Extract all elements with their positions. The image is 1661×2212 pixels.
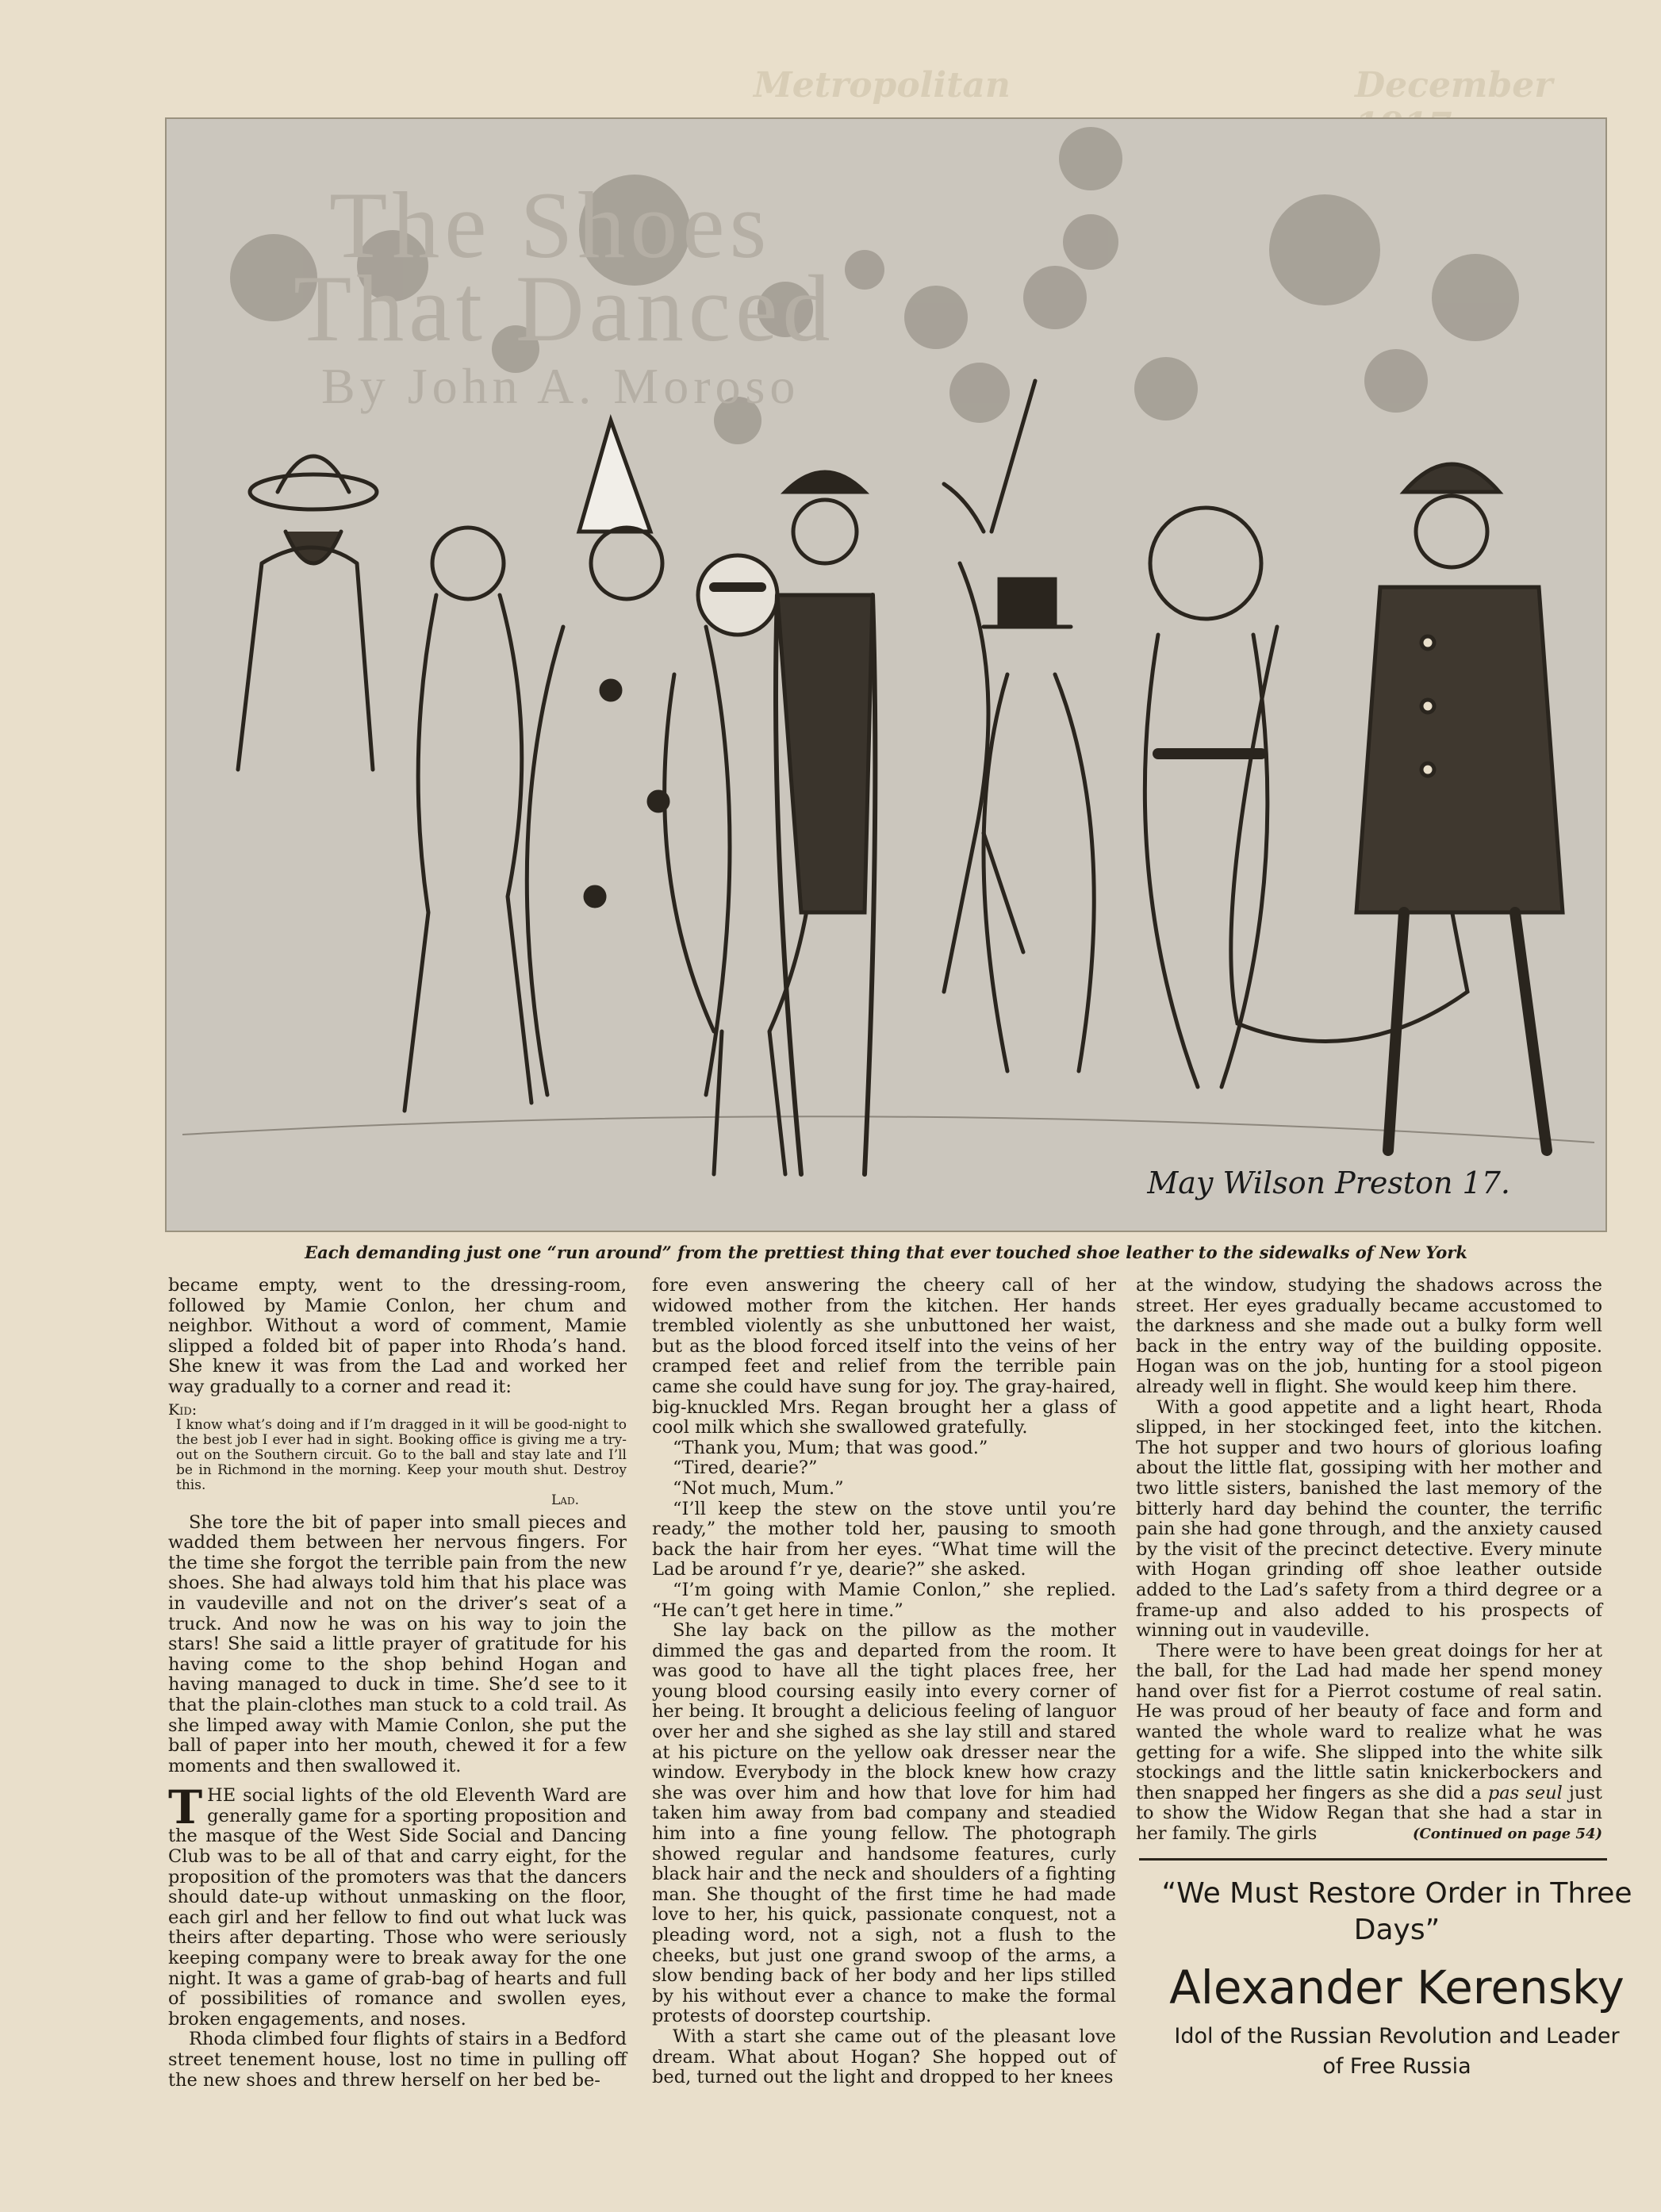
dialogue-line: “Not much, Mum.” <box>673 1477 844 1499</box>
ghost-title-line-2: That Danced <box>293 255 835 361</box>
dialogue-line: “I’m going with Mamie Conlon,” she replied. “He can’t get here in time.” <box>652 1579 1116 1621</box>
paragraph: at the window, studying the shadows across the street. Her eyes gradually became accustomed to the darkness and she made out a bulky form well back in the entry way of the building opposite. Hogan was on the job, hunting for a stool pigeon already well in flight. She would keep him there. <box>1136 1275 1602 1397</box>
paragraph: fore even answering the cheery call of her widowed mother from the kitchen. Her hands trembled violently as she unbuttoned her waist, but as the blood forced itself into the veins of her cramped feet and relief from the terrible pain came she could have sung for joy. The gray-haired, big-knuckled Mrs. Regan brought her a glass of cool milk which she swallowed gratefully. <box>652 1275 1116 1438</box>
paragraph-text: There were to have been great doings for her at the ball, for the Lad had made her spend money hand over fist for a Pierrot costume of real satin. He was proud of her beauty of face and form and wanted the whole ward to realize what he was getting for a wife. She slipped into the white silk stockings and the little satin knickerbockers and then snapped her fingers as she did a <box>1136 1640 1602 1803</box>
paragraph: became empty, went to the dressing-room, followed by Mamie Conlon, her chum and neighbor. Without a word of comment, Mamie slipped a folded bit of paper into Rhoda’s hand. She knew it was from the Lad and worked her way gradually to a corner and read it: <box>168 1275 627 1397</box>
dialogue-line: “Thank you, Mum; that was good.” <box>673 1437 988 1458</box>
letter-signoff: Lad. <box>551 1492 579 1508</box>
paragraph: With a start she came out of the pleasant love dream. What about Hogan? She hopped out of bed, turned out the light and dropped to her knees <box>652 2026 1116 2088</box>
drop-cap: T <box>168 1780 203 1835</box>
paragraph: She tore the bit of paper into small pieces and wadded them between her nervous fingers. For the time she forgot the terrible pain from the new shoes. She had always told him that his place was in vaudeville and not on the driver’s seat of a truck. And now he was on his way to join the stars! She said a little prayer of gratitude for his having come to the shop behind Hogan and having managed to duck in time. She’d see to it that the plain-clothes man stuck to a cold trail. As she limped away with Mamie Conlon, she put the ball of paper into her mouth, chewed it for a few moments and then swallowed it. <box>168 1511 627 1776</box>
ghost-title-line-1: The Shoes <box>329 172 772 278</box>
lead-caps: HE <box>207 1785 236 1807</box>
ghost-byline: By John A. Moroso <box>321 358 800 414</box>
illustration-caption: Each demanding just one “run around” from the prettiest thing that ever touched shoe leather to the sidewalks of New York <box>305 1242 1467 1262</box>
paragraph-text: just to show the Widow Regan that she had a star in her family. The girls <box>1136 1782 1602 1845</box>
paragraph-text: social lights of the old Eleventh Ward are generally game for a sporting proposition and the masque of the West Side Social and Dancing Club was to be all of that and carry eight, for the proposition of the promoters was that the dancers should date-up without unmasking on the floor, each girl and her fellow to find out what luck was theirs after departing. Those who were seriously keeping company were to break away for the one night. It was a game of grab-bag of hearts and full of possibilities of romance and swollen eyes, broken engagements, and noses. <box>168 1785 627 2030</box>
ghost-date: December <box>1355 65 1553 106</box>
italic-phrase: pas seul <box>1487 1782 1563 1803</box>
advert-description-line-1: Idol of the Russian Revolution and Leader <box>1174 2024 1620 2049</box>
advert-rule <box>1139 1858 1607 1861</box>
dialogue-line: “Tired, dearie?” <box>673 1457 818 1479</box>
letter-salutation: Kid: <box>168 1400 198 1419</box>
ghost-magazine-name: Metropolitan <box>754 65 1011 106</box>
dialogue-line: “I’ll keep the stew on the stove until you’re ready,” the mother told her, pausing to smooth back the hair from her eyes. “What time will the Lad be around f’r ye, dearie?” she asked. <box>652 1498 1116 1580</box>
advert-description-line-2: of Free Russia <box>1322 2054 1471 2079</box>
continued-note: (Continued on page 54) <box>1412 1826 1602 1843</box>
paragraph: Rhoda climbed four flights of stairs in a Bedford street tenement house, lost no time in pulling off the new shoes and threw herself on her bed be- <box>168 2029 627 2091</box>
artist-signature: May Wilson Preston 17. <box>1147 1166 1510 1200</box>
letter-block <box>168 1400 627 1508</box>
letter-body: I know what’s doing and if I’m dragged in it will be good-night to the best job I ever had in sight. Booking office is giving me a try-out on the Southern circuit. Go to the ball and stay late and I’ll be in Richmond in the morning. Keep your mouth shut. Destroy this. <box>176 1416 627 1493</box>
text-column-3 <box>1136 1276 1602 1845</box>
text-column-2 <box>652 1276 1116 2088</box>
text-column-1 <box>168 1276 627 2091</box>
paragraph: With a good appetite and a light heart, Rhoda slipped, in her stockinged feet, into the kitchen. The hot supper and two hours of glorious loafing about the little flat, gossiping with her mother and two little sisters, banished the last memory of the bitterly hard day behind the counter, the terrific pain she had gone through, and the anxiety caused by the visit of the precinct detective. Every minute with Hogan grinding off shoe leather outside added to the Lad’s safety from a third degree or a frame-up and also added to his prospects of winning out in vaudeville. <box>1136 1396 1602 1642</box>
advert-quote: “We Must Restore Order in Three Days” <box>1161 1877 1632 1946</box>
kerensky-advert <box>1139 1876 1655 2082</box>
paragraph <box>1136 1642 1602 1845</box>
illustration-plate <box>165 117 1607 1232</box>
dancing-figures <box>238 381 1563 1174</box>
ghost-header <box>0 65 1661 105</box>
paragraph: She lay back on the pillow as the mother dimmed the gas and departed from the room. It was good to have all the tight places free, her young blood coursing easily into every corner of her being. It brought a delicious feeling of languor over her and she sighed as she lay still and stared at his picture on the yellow oak dresser near the window. Everybody in the block knew how crazy she was over him and how that love for him had taken him away from bad company and steadied him into a fine young fellow. The photograph showed regular and handsome features, curly black hair and the neck and shoulders of a fighting man. She thought of the first time he had made love to her, his quick, passionate conquest, not a pleading word, not a sigh, not a flush to the cheeks, but just one grand swoop of the arms, a slow bending back of her body and her lips stilled by his without ever a chance to make the formal protests of doorstep courtship. <box>652 1620 1116 2027</box>
advert-name: Alexander Kerensky <box>1169 1960 1625 2014</box>
section-paragraph <box>168 1780 627 2030</box>
